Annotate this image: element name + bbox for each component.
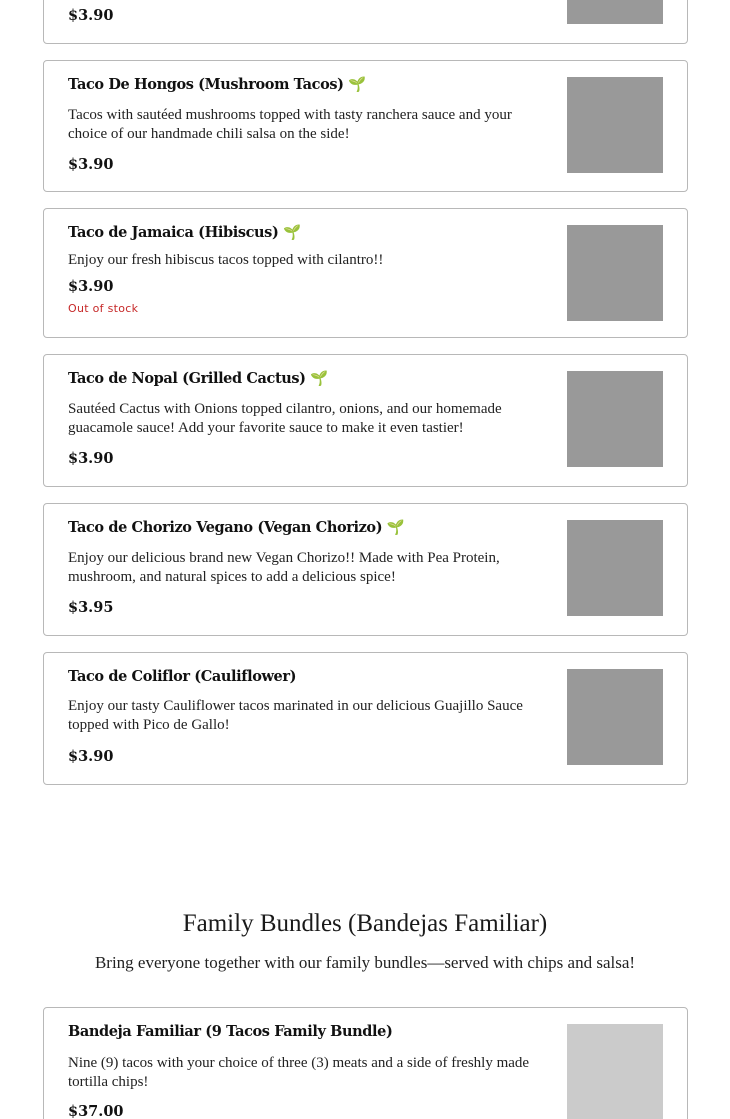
item-thumbnail bbox=[567, 669, 663, 765]
menu-item-card[interactable] bbox=[43, 60, 688, 192]
item-title: Bandeja Familiar (9 Tacos Family Bundle) bbox=[68, 1023, 393, 1040]
item-thumbnail bbox=[567, 520, 663, 616]
item-price: $3.90 bbox=[68, 156, 114, 173]
menu-item-card[interactable] bbox=[43, 208, 688, 338]
item-title: Taco de Nopal (Grilled Cactus) 🌱 bbox=[68, 370, 328, 387]
item-thumbnail bbox=[567, 0, 663, 24]
item-price: $3.90 bbox=[68, 7, 114, 24]
item-title: Taco De Hongos (Mushroom Tacos) 🌱 bbox=[68, 76, 366, 93]
menu-item-card[interactable] bbox=[43, 1007, 688, 1119]
menu-item-card[interactable] bbox=[43, 354, 688, 487]
item-title: Taco de Coliflor (Cauliflower) bbox=[68, 668, 297, 685]
item-price: $37.00 bbox=[68, 1103, 124, 1119]
section-subtitle: Bring everyone together with our family bundles—served with chips and salsa! bbox=[94, 953, 636, 972]
item-thumbnail bbox=[567, 225, 663, 321]
item-thumbnail bbox=[567, 1024, 663, 1119]
menu-item-card[interactable] bbox=[43, 0, 688, 44]
item-price: $3.90 bbox=[68, 450, 114, 467]
item-thumbnail bbox=[567, 77, 663, 173]
item-price: $3.90 bbox=[68, 278, 114, 295]
item-description: Nine (9) tacos with your choice of three (3) meats and a side of freshly made tortilla chips! bbox=[68, 1055, 530, 1090]
item-price: $3.90 bbox=[68, 748, 114, 765]
item-title: Taco de Jamaica (Hibiscus) 🌱 bbox=[68, 224, 301, 241]
menu-item-card[interactable] bbox=[43, 503, 688, 636]
out-of-stock-label: Out of stock bbox=[68, 302, 139, 315]
item-price: $3.95 bbox=[68, 599, 114, 616]
item-description: Tacos with sautéed mushrooms topped with tasty ranchera sauce and your choice of our handmade chili salsa on the side! bbox=[68, 107, 512, 142]
item-title: Taco de Chorizo Vegano (Vegan Chorizo) 🌱 bbox=[68, 519, 405, 536]
item-description: Enjoy our tasty Cauliflower tacos marinated in our delicious Guajillo Sauce topped with Pico de Gallo! bbox=[68, 698, 523, 733]
item-description: Sautéed Cactus with Onions topped cilantro, onions, and our homemade guacamole sauce! Add your favorite sauce to make it even tastier! bbox=[68, 401, 502, 436]
menu-item-card[interactable] bbox=[43, 652, 688, 785]
item-description: Enjoy our delicious brand new Vegan Chorizo!! Made with Pea Protein, mushroom, and natural spices to add a delicious spice! bbox=[68, 550, 500, 585]
item-description: Enjoy our fresh hibiscus tacos topped with cilantro!! bbox=[68, 252, 384, 268]
section-title: Family Bundles (Bandejas Familiar) bbox=[182, 910, 548, 937]
item-thumbnail bbox=[567, 371, 663, 467]
